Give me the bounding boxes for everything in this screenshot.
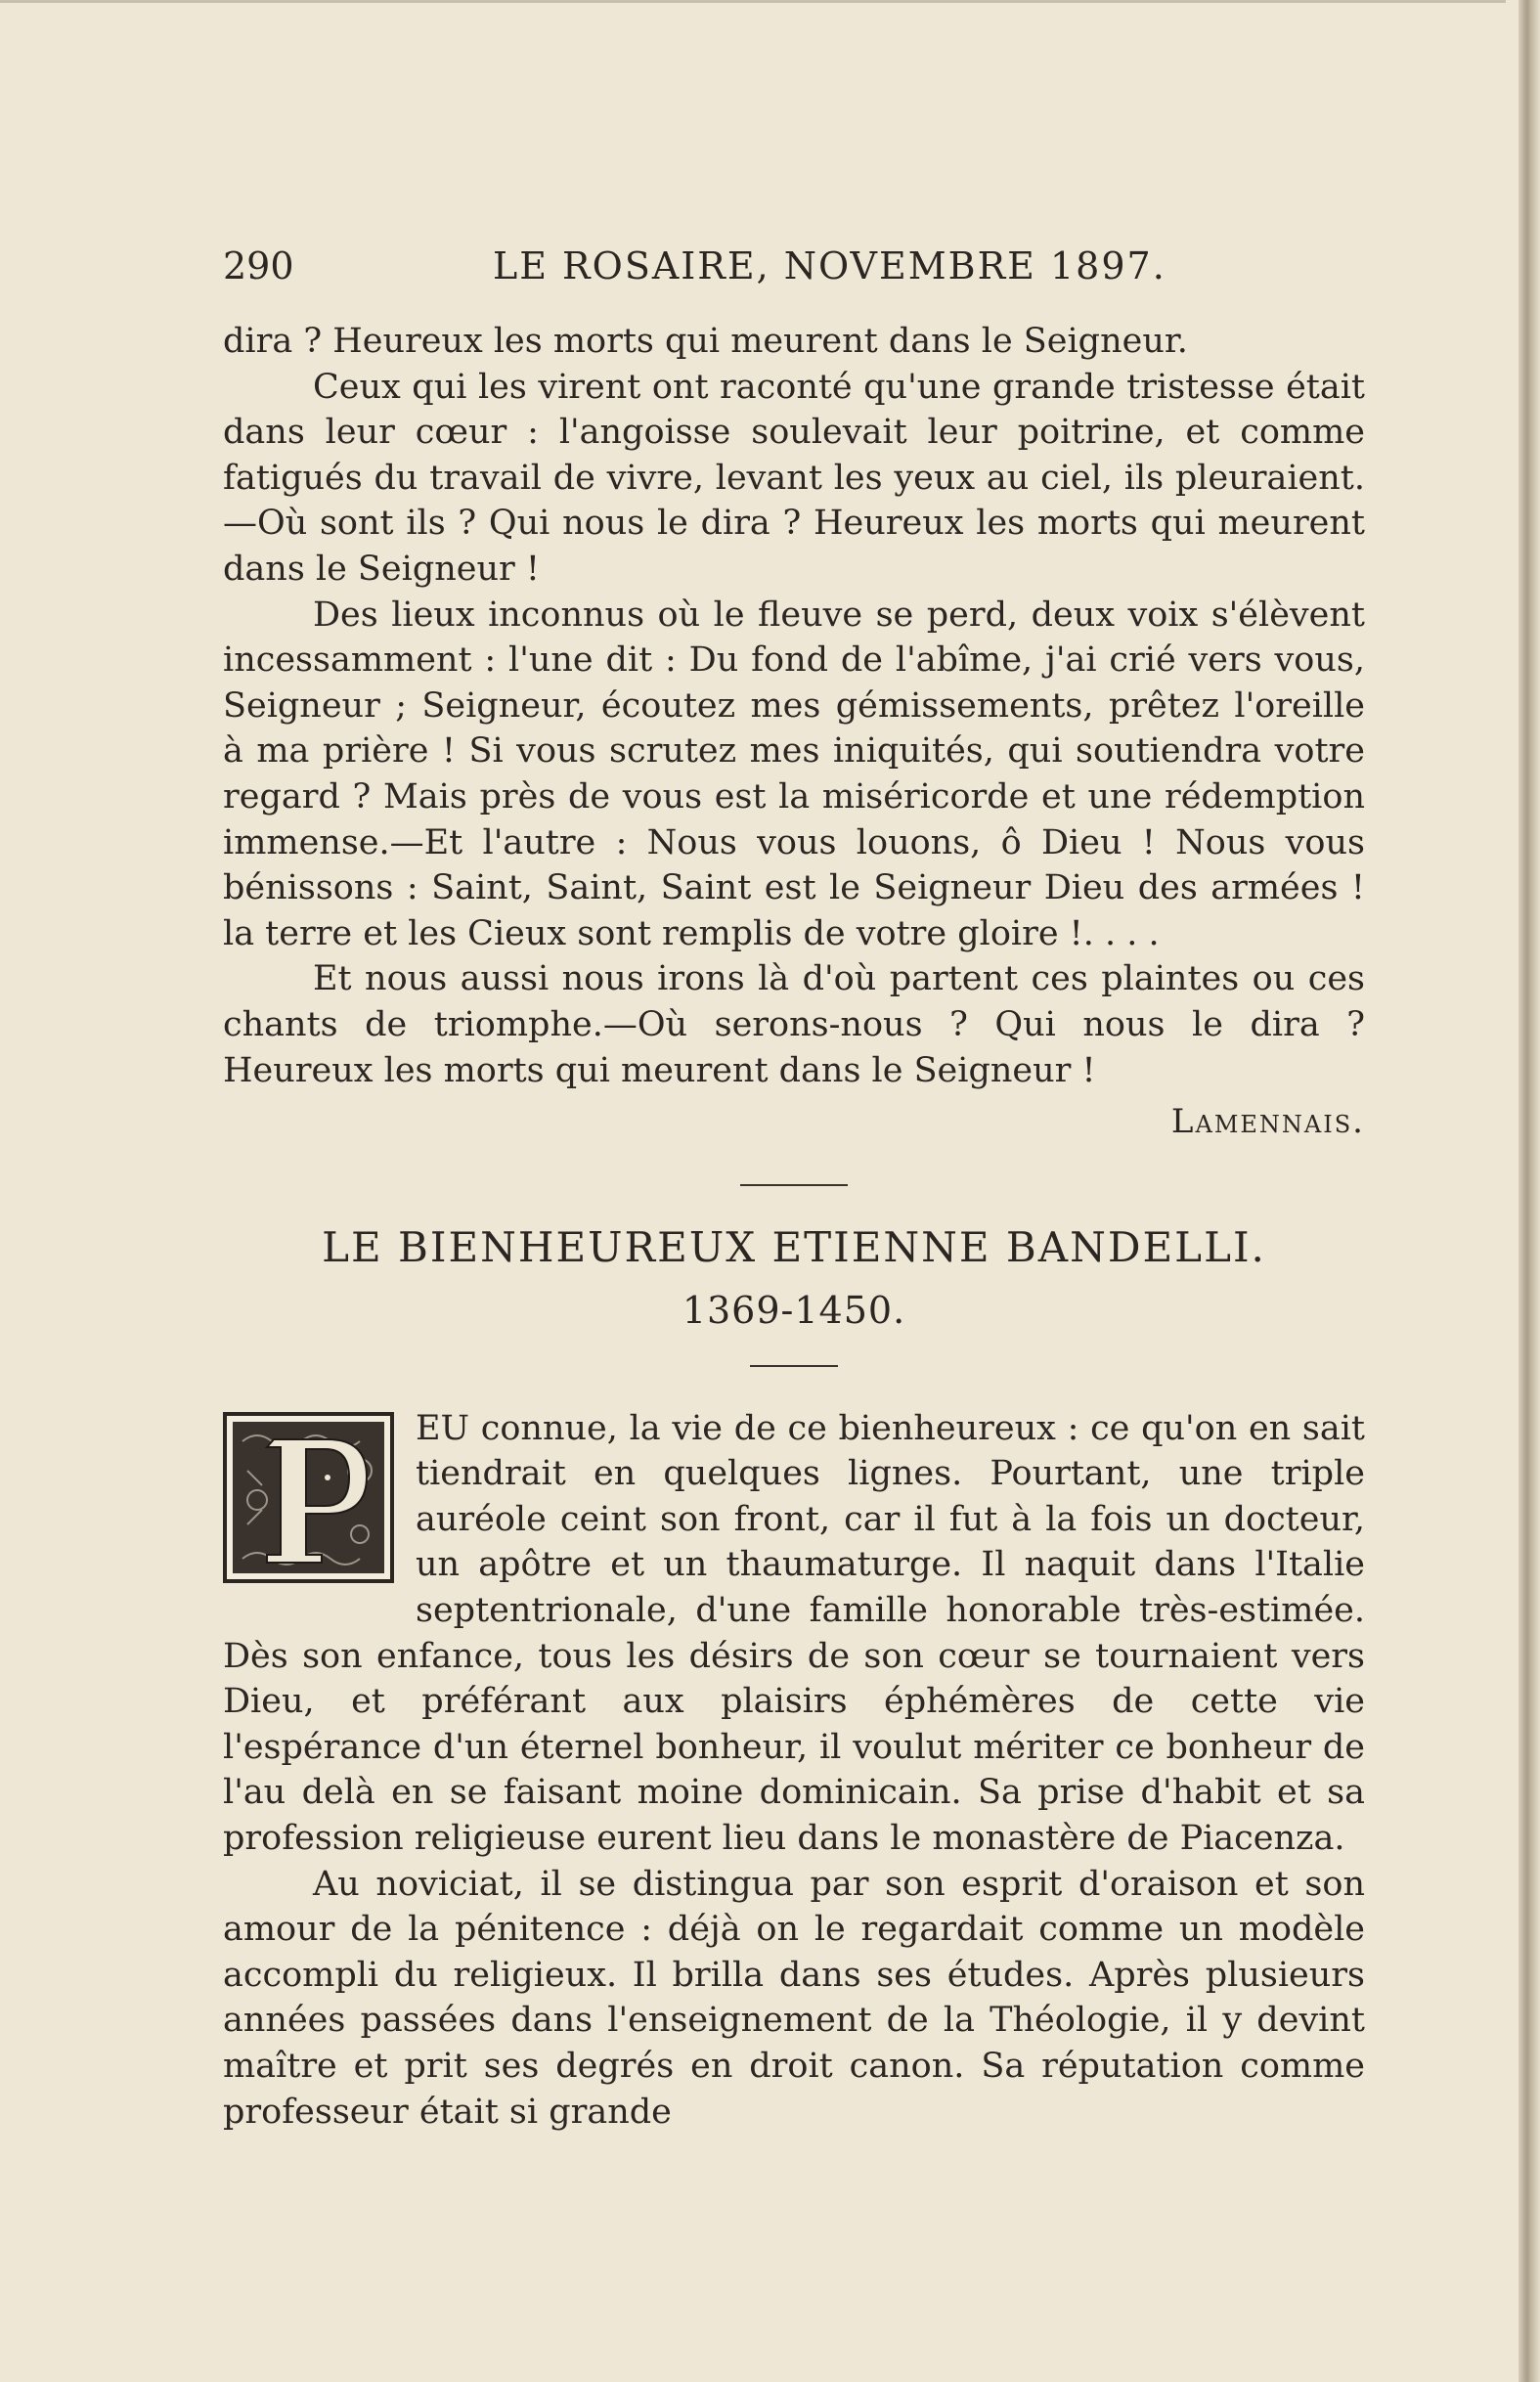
paragraph: EU connue, la vie de ce bienheureux : ce qu'on en sait tiendrait en quelques lignes. Pourtant, une triple auréole ceint son front, car il fut à la fois un docteur, un apôtre et un thaumaturge. Il naquit dans l'Italie septentrionale, d'une famille honorable très-estimée. Dès son enfance, tous les désirs de son cœur se tournaient vers Dieu, et préférant aux plaisirs éphémères de cette vie l'espérance d'un éternel bonheur, il voulut mériter ce bonheur de l'au delà en se faisant moine dominicain. Sa prise d'habit et sa profession religieuse eurent lieu dans le monastère de Piacenza.	[223, 1408, 1365, 1859]
article-dates: 1369-1450.	[682, 1288, 906, 1332]
article-text	[223, 1406, 1365, 2136]
title-divider	[750, 1365, 838, 1367]
paragraph: Et nous aussi nous irons là d'où partent ces plaintes ou ces chants de triomphe.—Où serons-nous ? Qui nous le dira ? Heureux les morts qui meurent dans le Seigneur !	[223, 959, 1365, 1090]
previous-article-text	[223, 319, 1365, 1093]
book-spine-edge	[1518, 0, 1540, 2382]
paragraph: Au noviciat, il se distingua par son esprit d'oraison et son amour de la pénitence : déjà on le regardait comme un modèle accompli du religieux. Il brilla dans ses études. Après plusieurs années passées dans l'enseignement de la Théologie, il y devint maître et prit ses degrés en droit canon. Sa réputation comme professeur était si grande	[223, 1864, 1365, 2132]
running-head	[223, 244, 1365, 293]
paragraph: Des lieux inconnus où le fleuve se perd, deux voix s'élèvent incessamment : l'une dit : Du fond de l'abîme, j'ai crié vers vous, Seigneur ; Seigneur, écoutez mes gémissements, prêtez l'oreille à ma prière ! Si vous scrutez mes iniquités, qui soutiendra votre regard ? Mais près de vous est la miséricorde et une rédemption immense.—Et l'autre : Nous vous louons, ô Dieu ! Nous vous bénissons : Saint, Saint, Saint est le Seigneur Dieu des armées ! la terre et les Cieux sont remplis de votre gloire !. . . .	[223, 595, 1365, 953]
author-signature: Lamennais.	[1170, 1102, 1365, 1142]
section-divider	[740, 1184, 848, 1186]
ornamental-dropcap-icon	[223, 1412, 394, 1583]
book-page	[223, 244, 1365, 2135]
running-title: LE ROSAIRE, NOVEMBRE 1897.	[493, 244, 1166, 287]
paragraph: dira ? Heureux les morts qui meurent dans le Seigneur.	[223, 322, 1188, 361]
page-top-edge	[0, 0, 1506, 3]
article-title: LE BIENHEUREUX ETIENNE BANDELLI.	[322, 1222, 1266, 1271]
page-number: 290	[223, 244, 294, 287]
paragraph: Ceux qui les virent ont raconté qu'une grande tristesse était dans leur cœur : l'angoisse soulevait leur poitrine, et comme fatigués du travail de vivre, levant les yeux au ciel, ils pleuraient.—Où sont ils ? Qui nous le dira ? Heureux les morts qui meurent dans le Seigneur !	[223, 367, 1365, 589]
